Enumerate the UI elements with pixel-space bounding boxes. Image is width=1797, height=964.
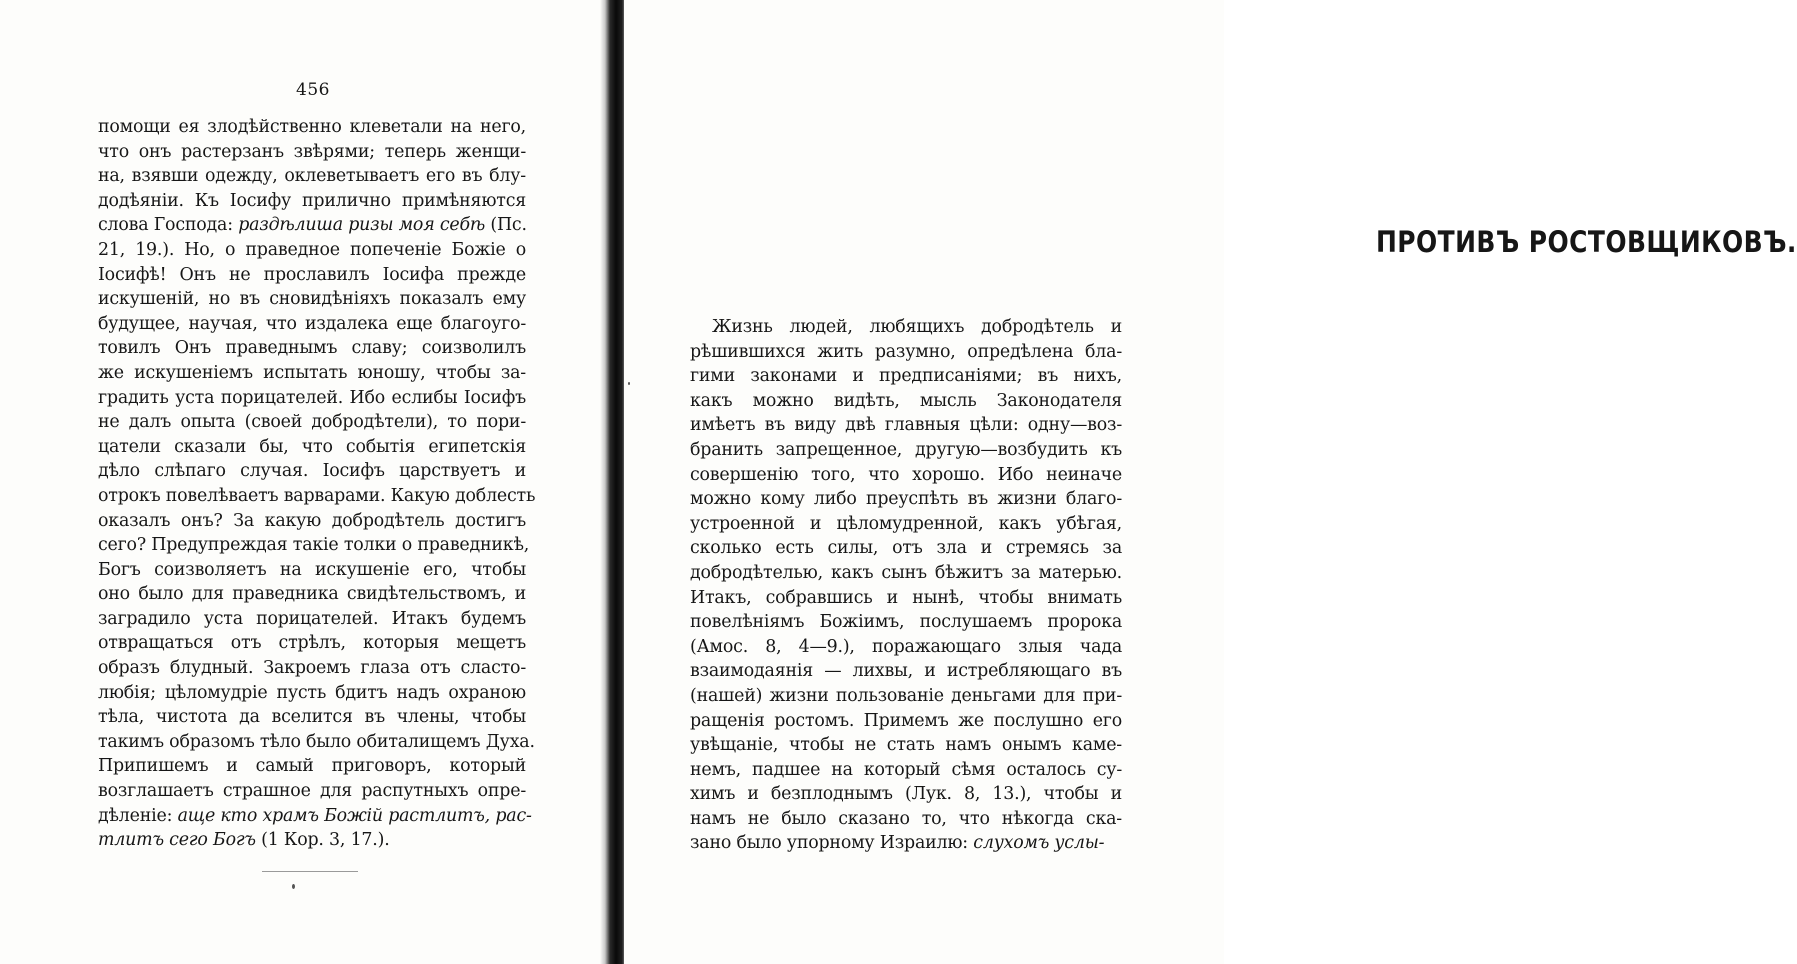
text-run: зано было упорному Израилю:	[690, 833, 974, 854]
text-line	[690, 610, 1122, 635]
text-run: устроенной и цѣломудренной, какъ убѣгая,	[690, 513, 1122, 534]
left-page-text	[98, 115, 536, 853]
text-run: бранить запрещенное, другую—возбудить къ	[690, 439, 1122, 460]
text-run: оно было для праведника свидѣтельствомъ, и	[98, 584, 526, 605]
text-run: любія; цѣломудріе пусть бдитъ надъ охраною	[98, 682, 526, 703]
text-line	[690, 586, 1122, 611]
text-run: возглашаетъ страшное для распутныхъ опре-	[98, 781, 526, 802]
left-page	[0, 0, 606, 964]
text-run: (Пс.	[485, 215, 527, 236]
text-run: оказалъ онъ? За какую добродѣтель достигъ	[98, 510, 526, 531]
text-line	[98, 435, 526, 460]
right-page	[624, 0, 1797, 964]
text-run: градить уста порицателей. Ибо еслибы Іосифъ	[98, 387, 526, 408]
text-run: образъ блудный. Закроемъ глаза отъ сласто-	[98, 658, 526, 679]
text-line	[98, 336, 526, 361]
text-run: сколько есть силы, отъ зла и стремясь за	[690, 538, 1122, 559]
text-run: ращенія ростомъ. Примемъ же послушно его	[690, 710, 1122, 731]
text-run: взаимодаянія — лихвы, и истребляющаго въ	[690, 661, 1122, 682]
text-run: рѣшившихся жить разумно, опредѣлена бла-	[690, 341, 1122, 362]
text-run: Итакъ, собравшись и нынѣ, чтобы внимать	[690, 587, 1122, 608]
text-line	[98, 386, 526, 411]
text-line	[98, 705, 526, 730]
text-run: Жизнь людей, любящихъ добродѣтель и	[712, 317, 1122, 337]
text-line	[98, 459, 526, 484]
text-run: будущее, научая, что издалека еще благоуго-	[98, 313, 526, 334]
text-run: цатели сказали бы, что событія египетскія	[98, 436, 526, 457]
right-page-text	[690, 315, 1122, 856]
end-rule	[262, 871, 358, 872]
text-line	[690, 758, 1122, 783]
text-run: (Амос. 8, 4—9.), поражающаго злыя чада	[690, 636, 1122, 657]
text-line	[98, 804, 532, 829]
text-line	[98, 312, 526, 337]
text-line	[98, 164, 526, 189]
text-line	[690, 684, 1122, 709]
italic-quote: раздѣлиша ризы моя себѣ	[238, 215, 486, 236]
text-line	[98, 509, 526, 534]
text-run: искушеній, но въ сновидѣніяхъ показалъ ему	[98, 289, 526, 310]
text-line	[98, 558, 526, 583]
text-line	[690, 389, 1122, 414]
text-run: имѣетъ въ виду двѣ главныя цѣли: одну—воз-	[690, 415, 1122, 436]
text-run: увѣщаніе, чтобы не стать намъ онымъ каме-	[690, 735, 1122, 756]
text-line	[98, 213, 526, 238]
text-run: что онъ растерзанъ звѣрями; теперь женщи-	[98, 141, 526, 162]
text-line	[98, 656, 526, 681]
text-line	[98, 681, 526, 706]
text-run: химъ и безплоднымъ (Лук. 8, 13.), чтобы и	[690, 784, 1122, 805]
text-line	[690, 709, 1122, 734]
text-line	[98, 779, 526, 804]
text-line	[690, 635, 1122, 660]
page-speck	[628, 382, 630, 385]
text-run: немъ, падшее на который сѣмя осталось су-	[690, 759, 1122, 780]
text-line	[98, 631, 526, 656]
text-run: не далъ опыта (своей добродѣтели), то пори-	[98, 412, 526, 433]
text-run: Богъ соизволяетъ на искушеніе его, чтобы	[98, 559, 526, 580]
text-line	[98, 730, 535, 755]
text-run: сего? Предупреждая такіе толки о праведникѣ,	[98, 535, 530, 556]
text-line	[690, 561, 1122, 586]
text-run: какъ можно видѣть, мысль Законодателя	[690, 390, 1122, 411]
text-line	[690, 831, 1122, 856]
italic-quote: слухомъ услы-	[973, 833, 1105, 854]
text-line	[98, 533, 530, 558]
text-line	[98, 754, 526, 779]
text-line	[98, 361, 526, 386]
text-run: же искушеніемъ испытать юношу, чтобы за-	[98, 362, 526, 383]
text-run: на, взявши одежду, оклеветываетъ его въ блу-	[98, 166, 526, 187]
text-run: отрокъ повелѣваетъ варварами. Какую доблесть	[98, 485, 536, 506]
text-line	[98, 238, 526, 263]
text-line	[98, 484, 536, 509]
text-line	[690, 659, 1122, 684]
text-line	[690, 733, 1122, 758]
text-line	[690, 782, 1122, 807]
text-line	[690, 463, 1122, 488]
text-line	[690, 438, 1122, 463]
text-line	[690, 512, 1122, 537]
text-line	[98, 115, 526, 140]
text-line	[690, 413, 1122, 438]
text-run: Припишемъ и самый приговоръ, который	[98, 756, 526, 777]
text-run: отвращаться отъ стрѣлъ, которыя мещетъ	[98, 633, 526, 654]
text-run: помощи ея злодѣйственно клеветали на него,	[98, 117, 526, 137]
text-line	[690, 807, 1122, 832]
text-run: (1 Кор. 3, 17.).	[255, 830, 390, 851]
italic-quote: аще кто храмъ Божій растлитъ, рас-	[177, 805, 532, 826]
italic-quote: тлитъ сего Богъ	[98, 830, 256, 851]
text-line	[690, 315, 1122, 340]
text-line	[98, 287, 526, 312]
page-speck	[292, 884, 295, 889]
text-line	[98, 140, 526, 165]
text-line	[98, 828, 526, 853]
text-run: такимъ образомъ тѣло было обиталищемъ Духа.	[98, 731, 535, 752]
text-run: намъ не было сказано то, что нѣкогда ска-	[690, 808, 1122, 829]
text-run: добродѣтелью, какъ сынъ бѣжитъ за матерью.	[690, 562, 1122, 583]
text-run: гими законами и предписаніями; въ нихъ,	[690, 366, 1122, 387]
page-number: 456	[296, 80, 330, 100]
text-run: дѣленіе:	[98, 805, 178, 826]
text-line	[98, 263, 526, 288]
text-line	[98, 607, 526, 632]
text-line	[98, 582, 526, 607]
text-line	[690, 487, 1122, 512]
text-run: 21, 19.). Но, о праведное попеченіе Божіе о	[98, 239, 526, 260]
text-line	[98, 410, 526, 435]
section-heading: ПРОТИВЪ РОСТОВЩИКОВЪ.	[1376, 225, 1797, 259]
text-run: (нашей) жизни пользованіе деньгами для при-	[690, 685, 1122, 706]
text-run: повелѣніямъ Божіимъ, послушаемъ пророка	[690, 612, 1122, 633]
text-run: слова Господа:	[98, 215, 239, 236]
text-run: совершенію того, что хорошо. Ибо неиначе	[690, 464, 1122, 485]
text-run: тѣла, чистота да вселится въ члены, чтобы	[98, 707, 526, 728]
text-line	[690, 536, 1122, 561]
text-run: заградило уста порицателей. Итакъ будемъ	[98, 608, 526, 629]
text-line	[690, 364, 1122, 389]
text-run: можно кому либо преуспѣть въ жизни благо-	[690, 489, 1122, 510]
text-line	[690, 340, 1122, 365]
text-line	[98, 189, 526, 214]
text-run: Іосифѣ! Онъ не прославилъ Іосифа прежде	[98, 264, 526, 285]
text-run: дѣло слѣпаго случая. Іосифъ царствуетъ и	[98, 461, 526, 482]
text-run: товилъ Онъ праведнымъ славу; соизволилъ	[98, 338, 526, 359]
text-run: додѣяніи. Къ Іосифу прилично примѣняются	[98, 190, 526, 211]
